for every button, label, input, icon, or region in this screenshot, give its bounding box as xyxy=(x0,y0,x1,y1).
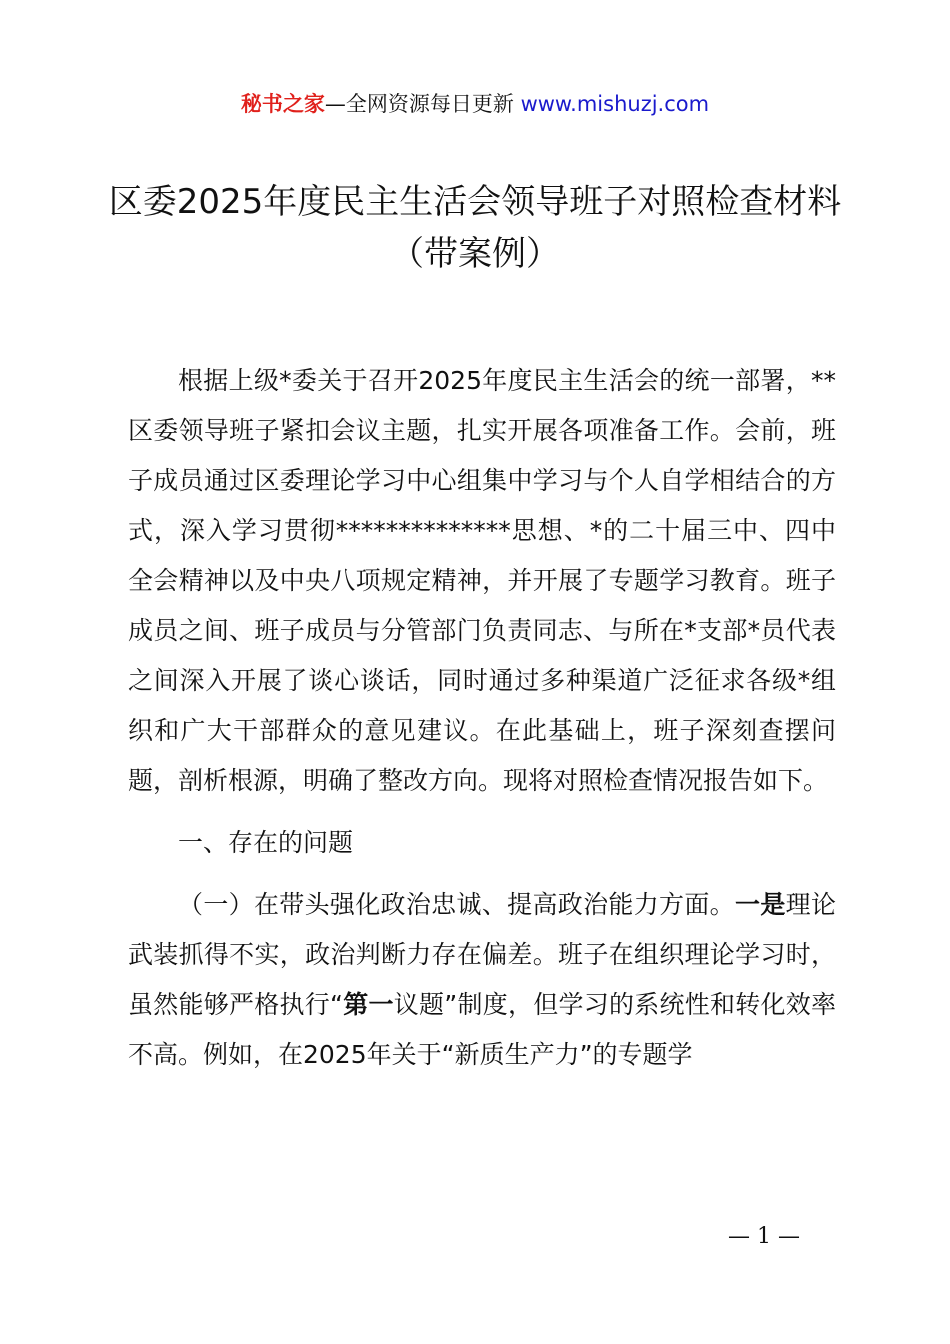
document-title: 区委2025年度民主生活会领导班子对照检查材料（带案例） xyxy=(108,182,842,274)
problems-paragraph xyxy=(128,880,836,1080)
site-url[interactable]: www.mishuzj.com xyxy=(520,92,710,116)
intro-paragraph: 根据上级*委关于召开2025年度民主生活会的统一部署，**区委领导班子紧扣会议主题，扎实开展各项准备工作。会前，班子成员通过区委理论学习中心组集中学习与个人自学相结合的方式，深入学习贯彻**************思想、*的二十届三中、四中全会精神以及中央八项规定精神，并开展了专题学习教育。班子成员之间、班子成员与分管部门负责同志、与所在*支部*员代表之间深入开展了谈心谈话，同时通过多种渠道广泛征求各级*组织和广大干部群众的意见建议。在此基础上，班子深刻查摆问题，剖析根源，明确了整改方向。现将对照检查情况报告如下。 xyxy=(128,366,836,795)
document-body xyxy=(128,356,836,1080)
header-tagline: —全网资源每日更新 xyxy=(324,92,521,116)
site-header xyxy=(0,88,950,120)
point-text: 理论武装抓得不实，政治判断力存在偏差。班子在组织理论学习时，虽然能够严格执行“ xyxy=(128,890,836,1019)
emphasis-first: 第一 xyxy=(342,990,394,1019)
subsection-heading: （一）在带头强化政治忠诚、提高政治能力方面。 xyxy=(178,890,736,919)
point-marker-first: 一是 xyxy=(735,890,786,919)
page-number: — 1 — xyxy=(728,1224,800,1249)
section-heading: 一、存在的问题 xyxy=(178,828,354,857)
brand-name: 秘书之家 xyxy=(240,92,325,116)
point-text-continued: 议题”制度，但学习的系统性和转化效率不高。例如，在2025年关于“新质生产力”的专题学 xyxy=(128,990,836,1069)
